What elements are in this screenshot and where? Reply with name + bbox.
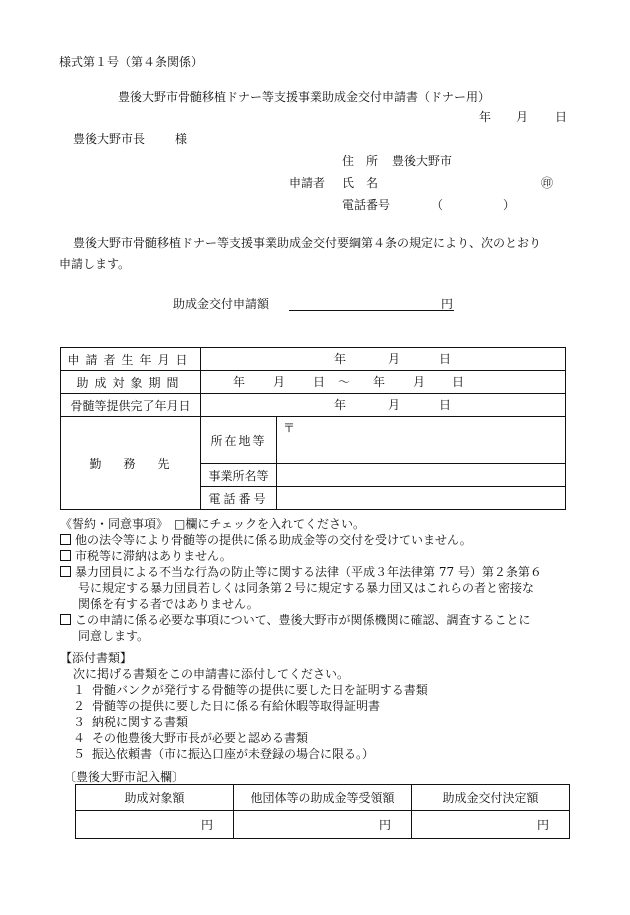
amount-unit: 円 <box>441 297 454 311</box>
pledge-checkbox-3[interactable] <box>60 566 71 577</box>
workplace-address-field[interactable] <box>277 417 566 464</box>
workplace-label: 勤務先 <box>61 417 201 510</box>
completion-year: 年 <box>334 398 347 412</box>
pledge-text-3-line2: 号に規定する暴力団員若しくは同条第２号に規定する暴力団又はこれらの者と密接な <box>78 581 535 595</box>
attachments-header: 【添付書類】 <box>60 651 133 665</box>
pledge-text-2: 市税等に滞納はありません。 <box>75 549 232 563</box>
attachment-item-4: ４ その他豊後大野市長が必要と認める書類 <box>73 731 309 745</box>
period-day-1: 日 <box>313 375 326 389</box>
period-field[interactable] <box>201 371 566 394</box>
seal-mark: ㊞ <box>541 176 554 190</box>
amount-label: 助成金交付申請額 <box>173 297 270 311</box>
phone-paren: （ ） <box>431 198 516 212</box>
workplace-address-row <box>61 417 566 464</box>
pledge-checkbox-4[interactable] <box>60 614 71 625</box>
form-title: 豊後大野市骨髄移植ドナー等支援事業助成金交付申請書（ドナー用） <box>118 90 491 104</box>
workplace-name-field[interactable] <box>277 464 566 487</box>
postal-mark: 〒 <box>283 421 296 435</box>
pledge-checkbox-2[interactable] <box>60 550 71 561</box>
completion-day: 日 <box>439 398 452 412</box>
date-year: 年 <box>479 110 492 124</box>
office-val-decision-amount[interactable]: 円 <box>412 811 570 839</box>
pledge-text-1: 他の法令等により骨髄等の提供に係る助成金等の交付を受けていません。 <box>75 533 472 547</box>
name-label: 氏 名 <box>342 176 379 190</box>
completion-field[interactable] <box>201 394 566 417</box>
pledge-item-2 <box>60 550 232 562</box>
birthdate-row <box>61 348 566 371</box>
completion-month: 月 <box>388 398 401 412</box>
pledge-checkbox-1[interactable] <box>60 534 71 545</box>
form-number: 様式第１号（第４条関係） <box>59 55 204 69</box>
office-val-other-received[interactable]: 円 <box>234 811 412 839</box>
body-text-line2: 申請します。 <box>59 257 131 271</box>
completion-label: 骨髄等提供完了年月日 <box>61 394 201 417</box>
birth-year: 年 <box>334 352 347 366</box>
period-tilde: ～ <box>338 375 351 389</box>
office-col-decision-amount: 助成金交付決定額 <box>412 785 570 811</box>
period-day-2: 日 <box>452 375 465 389</box>
pledge-item-4 <box>60 614 531 626</box>
period-year-1: 年 <box>233 375 246 389</box>
date-month: 月 <box>516 110 529 124</box>
address-value: 豊後大野市 <box>392 154 453 168</box>
amount-field[interactable] <box>289 298 454 311</box>
period-month-1: 月 <box>273 375 286 389</box>
workplace-phone-field[interactable] <box>277 487 566 510</box>
period-year-2: 年 <box>373 375 386 389</box>
pledge-header: 《誓約・同意事項》 □欄にチェックを入れてください。 <box>60 517 365 531</box>
period-row <box>61 371 566 394</box>
pledge-text-3-line1: 暴力団員による不当な行為の防止等に関する法律（平成３年法律第 77 号）第２条第６ <box>75 565 542 579</box>
completion-row <box>61 394 566 417</box>
workplace-name-label: 事業所名等 <box>201 464 277 487</box>
attachments-intro: 次に掲げる書類をこの申請書に添付してください。 <box>73 667 350 681</box>
phone-label: 電話番号 <box>342 198 391 212</box>
date-day: 日 <box>555 110 568 124</box>
workplace-phone-label: 電話番号 <box>201 487 277 510</box>
pledge-item-1 <box>60 534 472 546</box>
birthdate-label: 申請者生年月日 <box>61 348 201 371</box>
application-table <box>60 347 566 510</box>
pledge-item-3 <box>60 566 542 578</box>
office-col-subsidy-target: 助成対象額 <box>76 785 234 811</box>
pledge-text-3-line3: 関係を有する者ではありません。 <box>78 597 259 611</box>
address-label: 住 所 <box>342 154 379 168</box>
addressee: 豊後大野市長 <box>73 132 146 146</box>
office-val-subsidy-target[interactable]: 円 <box>76 811 234 839</box>
birth-day: 日 <box>439 352 452 366</box>
birthdate-field[interactable] <box>201 348 566 371</box>
office-use-header: 〔豊後大野市記入欄〕 <box>64 770 185 784</box>
applicant-label: 申請者 <box>289 176 326 190</box>
office-col-other-received: 他団体等の助成金等受領額 <box>234 785 412 811</box>
period-month-2: 月 <box>413 375 426 389</box>
period-label: 助成対象期間 <box>61 371 201 394</box>
attachment-item-3: ３ 納税に関する書類 <box>73 715 189 729</box>
pledge-text-4-line2: 同意します。 <box>78 629 150 643</box>
addressee-suffix: 様 <box>175 132 188 146</box>
office-use-table <box>75 784 570 839</box>
birth-month: 月 <box>388 352 401 366</box>
workplace-address-label: 所在地等 <box>201 417 277 464</box>
attachment-item-5: ５ 振込依頼書（市に振込口座が未登録の場合に限る。） <box>73 747 375 761</box>
pledge-text-4-line1: この申請に係る必要な事項について、豊後大野市が関係機関に確認、調査することに <box>75 613 531 627</box>
attachment-item-2: ２ 骨髄等の提供に要した日に係る有給休暇等取得証明書 <box>73 699 381 713</box>
attachment-item-1: １ 骨髄バンクが発行する骨髄等の提供に要した日を証明する書類 <box>73 683 428 697</box>
body-text-line1: 豊後大野市骨髄移植ドナー等支援事業助成金交付要綱第４条の規定により、次のとおり <box>73 236 542 250</box>
